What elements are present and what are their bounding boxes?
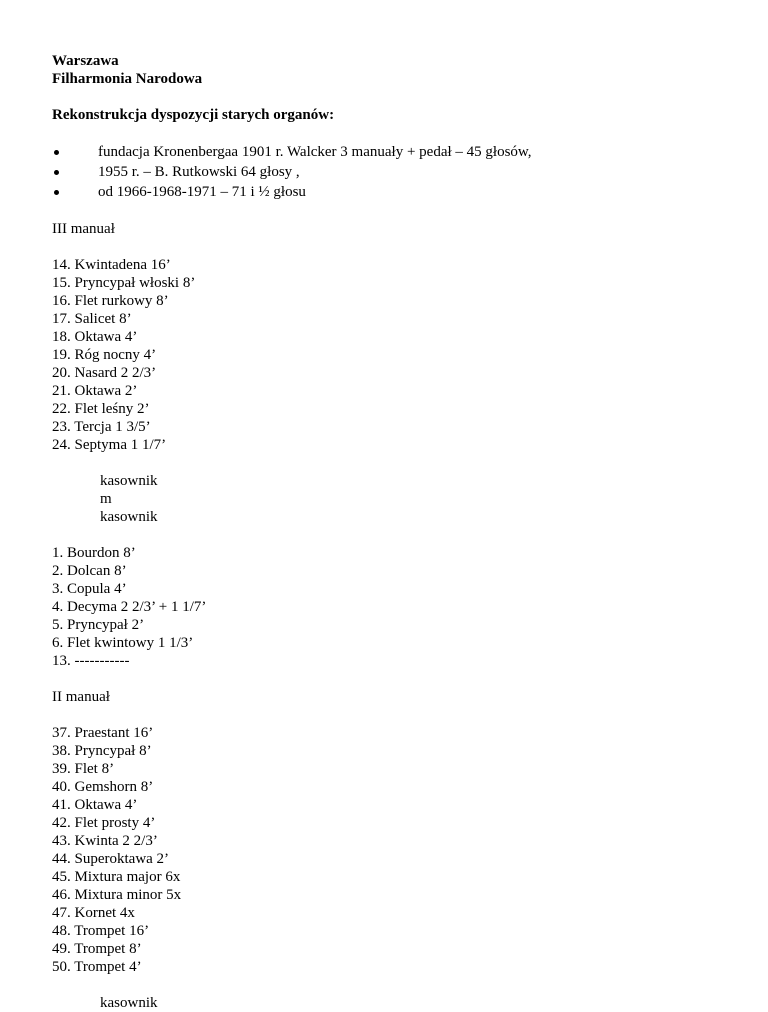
stop-item: 4. Decyma 2 2/3’ + 1 1/7’ [52, 599, 207, 615]
stop-item: 14. Kwintadena 16’ [52, 257, 171, 273]
document-title: Rekonstrukcja dyspozycji starych organów: [52, 107, 335, 123]
stop-item: 48. Trompet 16’ [52, 923, 150, 939]
stop-item: 47. Kornet 4x [52, 905, 135, 921]
stop-item: 37. Praestant 16’ [52, 725, 154, 741]
manual-iii-stop-list [52, 256, 732, 454]
kasownik-line: kasownik [100, 995, 158, 1011]
stop-item: 38. Pryncypał 8’ [52, 743, 152, 759]
stop-item: 39. Flet 8’ [52, 761, 115, 777]
manual-i-stop-list [52, 544, 732, 670]
stop-item: 3. Copula 4’ [52, 581, 127, 597]
kasownik-block [52, 472, 732, 526]
stop-item: 49. Trompet 8’ [52, 941, 142, 957]
manual-ii-stop-list [52, 724, 732, 976]
stop-item: 40. Gemshorn 8’ [52, 779, 154, 795]
stop-item: 42. Flet prosty 4’ [52, 815, 156, 831]
stop-item: 1. Bourdon 8’ [52, 545, 136, 561]
kasownik-line: kasownik [100, 509, 158, 525]
kasownik-line: kasownik [100, 473, 158, 489]
stop-item: 2. Dolcan 8’ [52, 563, 127, 579]
final-kasownik-block [52, 994, 732, 1012]
city-heading: Warszawa [52, 53, 119, 69]
stop-item: 21. Oktawa 2’ [52, 383, 138, 399]
history-bullet-list [52, 142, 732, 202]
stop-item: 44. Superoktawa 2’ [52, 851, 170, 867]
stop-item: 18. Oktawa 4’ [52, 329, 138, 345]
institution-heading: Filharmonia Narodowa [52, 71, 203, 87]
stop-item: 15. Pryncypał włoski 8’ [52, 275, 196, 291]
stop-item: 23. Tercja 1 3/5’ [52, 419, 151, 435]
bullet-item [52, 142, 732, 162]
stop-item: 46. Mixtura minor 5x [52, 887, 182, 903]
kasownik-line: m [100, 491, 112, 507]
stop-item: 16. Flet rurkowy 8’ [52, 293, 169, 309]
bullet-icon [54, 170, 59, 175]
bullet-text: fundacja Kronenbergaa 1901 r. Walcker 3 manuały + pedał – 45 głosów, [98, 144, 532, 160]
stop-item: 43. Kwinta 2 2/3’ [52, 833, 158, 849]
bullet-item [52, 162, 732, 182]
stop-item: 5. Pryncypał 2’ [52, 617, 145, 633]
stop-item: 13. ----------- [52, 653, 130, 669]
stop-item: 6. Flet kwintowy 1 1/3’ [52, 635, 194, 651]
stop-item: 22. Flet leśny 2’ [52, 401, 150, 417]
stop-item: 20. Nasard 2 2/3’ [52, 365, 157, 381]
manual-iii-title: III manuał [52, 221, 115, 237]
stop-item: 45. Mixtura major 6x [52, 869, 181, 885]
stop-item: 17. Salicet 8’ [52, 311, 132, 327]
bullet-icon [54, 150, 59, 155]
stop-item: 24. Septyma 1 1/7’ [52, 437, 167, 453]
stop-item: 19. Róg nocny 4’ [52, 347, 157, 363]
manual-ii-title: II manuał [52, 689, 110, 705]
stop-item: 41. Oktawa 4’ [52, 797, 138, 813]
document-page [52, 52, 732, 1012]
stop-item: 50. Trompet 4’ [52, 959, 142, 975]
bullet-item [52, 182, 732, 202]
bullet-text: od 1966-1968-1971 – 71 i ½ głosu [98, 184, 306, 200]
bullet-text: 1955 r. – B. Rutkowski 64 głosy , [98, 164, 300, 180]
bullet-icon [54, 190, 59, 195]
